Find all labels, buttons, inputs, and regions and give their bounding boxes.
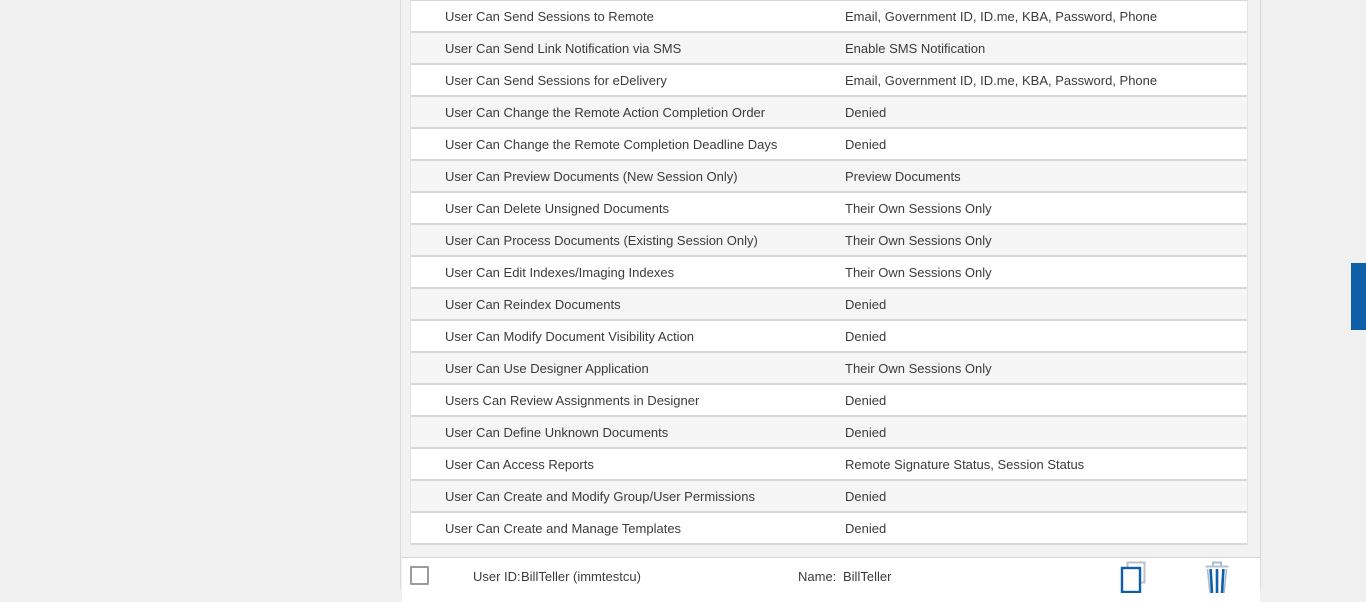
table-row[interactable] [411,513,1247,545]
permissions-table [410,0,1248,545]
permission-name: User Can Define Unknown Documents [445,424,669,440]
table-row[interactable] [411,353,1247,385]
permission-value: Email, Government ID, ID.me, KBA, Password, Phone [845,72,1158,88]
permission-name: User Can Send Sessions for eDelivery [445,72,667,88]
permission-value: Denied [845,520,887,536]
permission-value: Remote Signature Status, Session Status [845,456,1085,472]
permission-name: User Can Reindex Documents [445,296,621,312]
table-row[interactable] [411,97,1247,129]
permission-value: Their Own Sessions Only [845,360,992,376]
name-label: Name: [798,569,837,584]
permission-value: Preview Documents [845,168,961,184]
table-row[interactable] [411,289,1247,321]
permission-name: User Can Access Reports [445,456,594,472]
permission-name: Users Can Review Assignments in Designer [445,392,700,408]
scrollbar-thumb[interactable] [1351,263,1366,330]
copy-user-button[interactable] [1118,561,1148,593]
permission-name: User Can Send Sessions to Remote [445,8,654,24]
permission-value: Their Own Sessions Only [845,232,992,248]
permission-name: User Can Delete Unsigned Documents [445,200,669,216]
table-row[interactable] [411,257,1247,289]
trash-icon [1202,561,1232,593]
permission-name: User Can Preview Documents (New Session Only) [445,168,738,184]
table-row[interactable] [411,417,1247,449]
permission-name: User Can Create and Manage Templates [445,520,682,536]
permission-value: Their Own Sessions Only [845,264,992,280]
permission-name: User Can Change the Remote Action Completion Order [445,104,766,120]
content-panel [400,0,1261,589]
permission-name: User Can Edit Indexes/Imaging Indexes [445,264,675,280]
table-row[interactable] [411,481,1247,513]
table-row[interactable] [411,321,1247,353]
permission-value: Denied [845,136,887,152]
permission-name: User Can Use Designer Application [445,360,649,376]
table-row[interactable] [411,385,1247,417]
permission-name: User Can Create and Modify Group/User Permissions [445,488,755,504]
copy-icon [1118,561,1148,593]
table-row[interactable] [411,161,1247,193]
permission-value: Enable SMS Notification [845,40,986,56]
permission-value: Email, Government ID, ID.me, KBA, Password, Phone [845,8,1158,24]
table-row[interactable] [411,1,1247,33]
permission-value: Denied [845,296,887,312]
user-select-checkbox[interactable] [410,566,429,585]
permission-name: User Can Send Link Notification via SMS [445,40,682,56]
permission-value: Denied [845,104,887,120]
permission-value: Denied [845,392,887,408]
table-row[interactable] [411,33,1247,65]
delete-user-button[interactable] [1202,561,1232,593]
permission-name: User Can Change the Remote Completion Deadline Days [445,136,778,152]
permission-name: User Can Process Documents (Existing Session Only) [445,232,758,248]
table-row[interactable] [411,449,1247,481]
table-row[interactable] [411,129,1247,161]
name-value: BillTeller [843,569,892,584]
user-summary-bar [402,557,1260,602]
permission-value: Denied [845,488,887,504]
user-id-value: BillTeller (immtestcu) [521,569,641,584]
permission-value: Denied [845,328,887,344]
user-id-label: User ID: [473,569,521,584]
table-row[interactable] [411,65,1247,97]
table-row[interactable] [411,193,1247,225]
permission-value: Their Own Sessions Only [845,200,992,216]
table-row[interactable] [411,225,1247,257]
permission-name: User Can Modify Document Visibility Action [445,328,695,344]
permission-value: Denied [845,424,887,440]
